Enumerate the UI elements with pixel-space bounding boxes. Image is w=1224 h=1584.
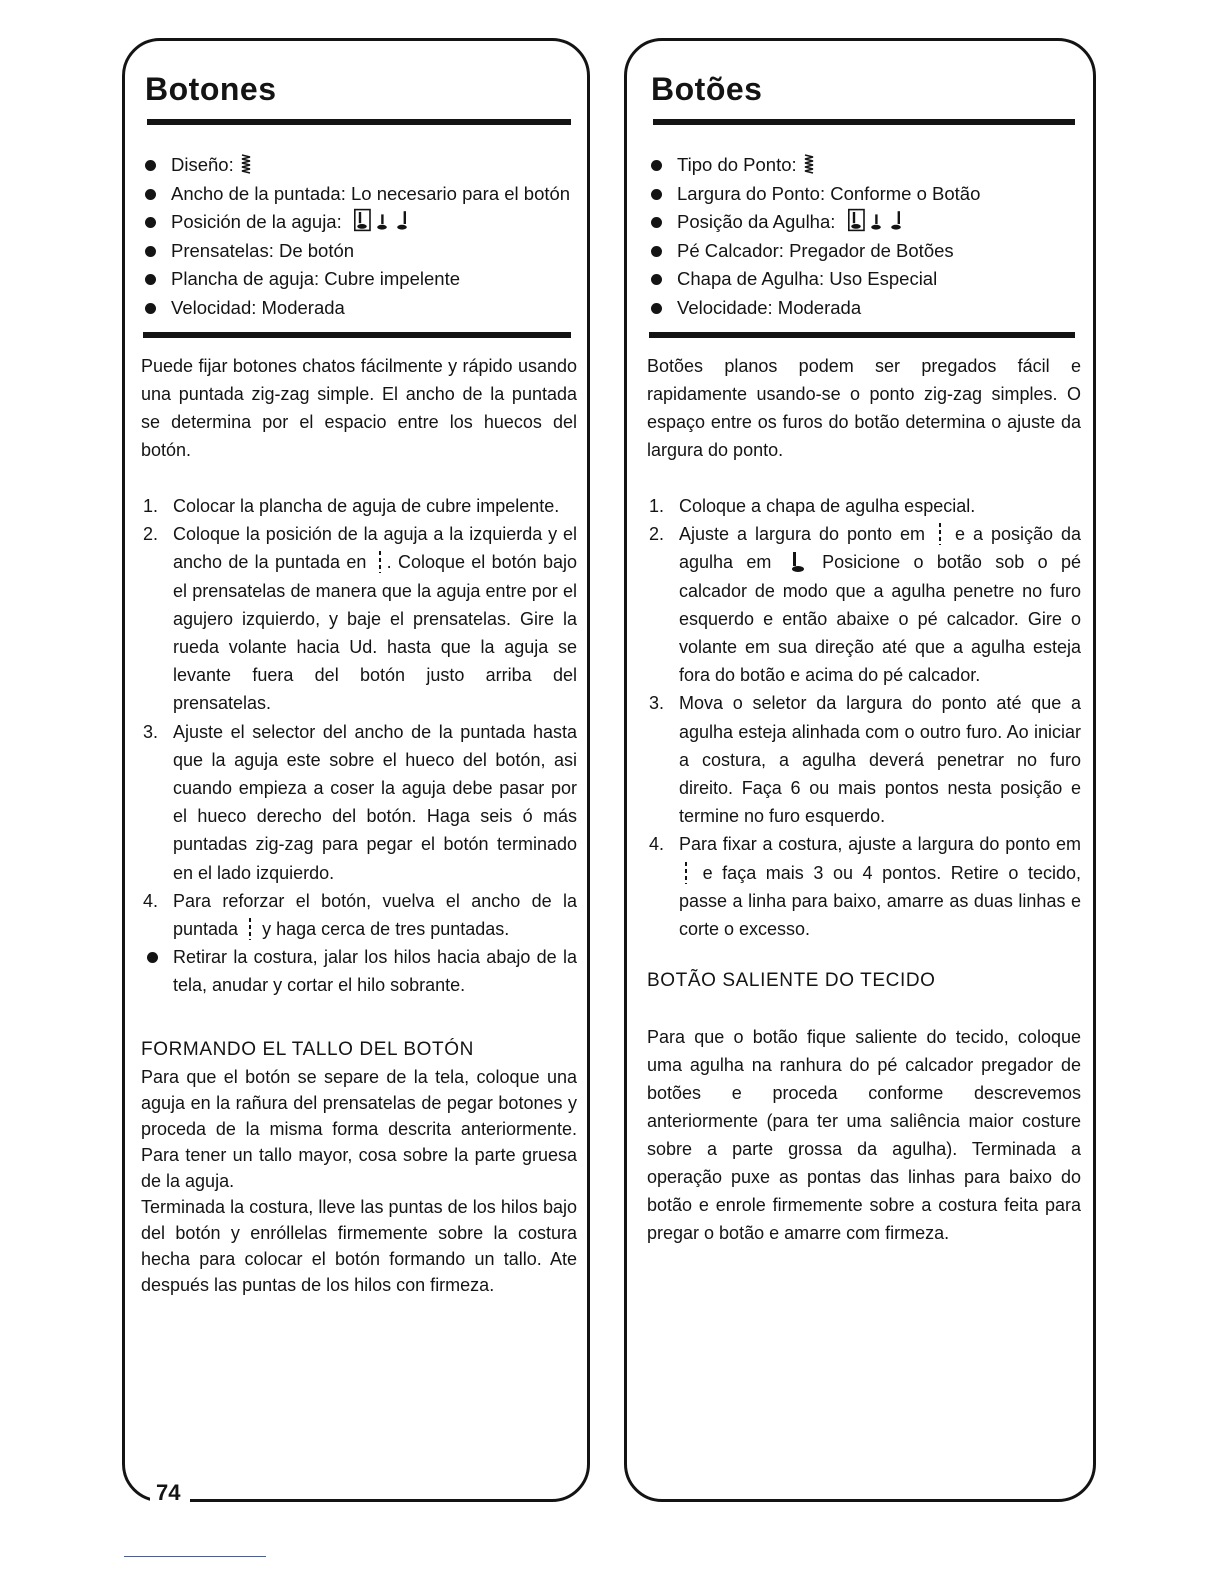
footer-line [124, 1556, 266, 1557]
spec-list-portuguese [647, 151, 1081, 322]
straight-stitch-icon [247, 917, 253, 941]
spec-item-speed: Velocidad: Moderada [141, 294, 577, 323]
left-needle-position-icon [789, 550, 805, 574]
subheading-shank-portuguese: BOTÃO SALIENTE DO TECIDO [647, 970, 936, 992]
subheading-shank-spanish: FORMANDO EL TALLO DEL BOTÓN [141, 1038, 474, 1060]
list-item: 3. Mova o seletor da largura do ponto até que a agulha esteja alinhada com o outro furo. Ao iniciar a costura, a agulha deverá penetrar no furo direito. Faça 6 ou mais pontos nesta posição e termine no furo esquerdo. [649, 693, 1081, 827]
spec-item-needle-plate: Plancha de aguja: Cubre impelente [141, 265, 577, 294]
portuguese-content [647, 67, 1081, 1247]
list-item: 1. Colocar la plancha de aguja de cubre impelente. [143, 496, 560, 516]
zigzag-stitch-icon [804, 154, 814, 174]
intro-paragraph-portuguese: Botões planos podem ser pregados fácil e rapidamente usando-se o ponto zig-zag simples. O espaço entre os furos do botão determina o ajuste da largura do ponto. [647, 356, 1081, 460]
spec-item-design: Diseño: [141, 151, 577, 180]
straight-stitch-icon [683, 861, 689, 885]
list-item: 3. Ajuste el selector del ancho de la puntada hasta que la aguja este sobre el hueco del botón, asi cuando empieza a coser la aguja debe pasar por el hueco derecho del botón. Haga seis ó más puntadas zig-zag para pegar el botón terminado en el lado izquierdo. [143, 721, 577, 883]
shank-paragraph-portuguese: Para que o botão fique saliente do tecido, coloque uma agulha na ranhura do pé calcador pregador de botões e proceda conforme descrevemos anteriormente (para ter uma saliência maior costure sobre a parte grossa da agulha). Terminada a operação puxe as pontas das linhas para baixo do botão e enrole firmemente sobre a costura feita para pregar o botão e amarre com firmeza. [647, 1027, 1081, 1244]
steps-list-spanish [141, 492, 577, 1000]
zigzag-stitch-icon [241, 154, 251, 174]
spec-divider [143, 332, 571, 338]
list-item: 1. Coloque a chapa de agulha especial. [649, 496, 976, 516]
shank-paragraph-spanish: Para que el botón se separe de la tela, coloque una aguja en la rañura del prensatelas de pegar botones y proceda de la misma forma descrita anteriormente. Para tener un tallo mayor, cosa sobre la parte gruesa de la aguja. [141, 1066, 577, 1191]
list-item: 2. Ajuste a largura do ponto em e a posição da agulha em Posicione o botão sob o pé calcador de modo que a agulha penetre no furo esquerdo e então abaixe o pé calcador. Gire o volante em sua direção até que a agulha esteja fora do botão e acima do pé calcador. [649, 524, 1081, 686]
needle-position-icon [841, 208, 911, 232]
page-number: 74 [150, 1478, 190, 1508]
title-divider [147, 119, 571, 125]
spec-item-presser-foot: Pé Calcador: Pregador de Botões [647, 237, 1081, 266]
list-item: Retirar la costura, jalar los hilos hacia abajo de la tela, anudar y cortar el hilo sobrante. [141, 943, 577, 999]
spec-item-presser-foot: Prensatelas: De botón [141, 237, 577, 266]
spec-item-stitch-type: Tipo do Ponto: [647, 151, 1081, 180]
spec-item-needle-plate: Chapa de Agulha: Uso Especial [647, 265, 1081, 294]
spec-item-width: Largura do Ponto: Conforme o Botão [647, 180, 1081, 209]
spec-item-needle-position: Posición de la aguja: [141, 208, 577, 237]
spec-item-needle-position: Posição da Agulha: [647, 208, 1081, 237]
spec-list-spanish [141, 151, 577, 322]
shank-paragraph-spanish-2: Terminada la costura, lleve las puntas de los hilos bajo del botón y enróllelas firmemente sobre la costura hecha para colocar el botón formando un tallo. Ate después las puntas de los hilos con firmeza. [141, 1196, 577, 1295]
intro-paragraph-spanish: Puede fijar botones chatos fácilmente y rápido usando una puntada zig-zag simple. El ancho de la puntada se determina por el espacio entre los huecos del botón. [141, 356, 577, 460]
straight-stitch-icon [377, 550, 383, 574]
straight-stitch-icon [937, 522, 943, 546]
title-divider [653, 119, 1075, 125]
spec-item-width: Ancho de la puntada: Lo necesario para el botón [141, 180, 577, 209]
spanish-panel [122, 38, 590, 1502]
spec-item-speed: Velocidade: Moderada [647, 294, 1081, 323]
needle-position-icon [347, 208, 417, 232]
steps-list-portuguese [647, 492, 1081, 943]
spec-divider [649, 332, 1075, 338]
spanish-content [141, 67, 577, 1298]
list-item: 4. Para reforzar el botón, vuelva el ancho de la puntada y haga cerca de tres puntadas. [143, 890, 577, 940]
list-item: 2. Coloque la posición de la aguja a la izquierda y el ancho de la puntada en . Coloque el botón bajo el prensatelas de manera que la aguja entre por el agujero izquierdo, y baje el prensatelas. Gire la rueda volante hacia Ud. hasta que la aguja se levante fuera del botón justo arriba del prensatelas. [143, 524, 577, 714]
portuguese-panel [624, 38, 1096, 1502]
list-item: 4. Para fixar a costura, ajuste a largura do ponto em e faça mais 3 ou 4 pontos. Retire o tecido, passe a linha para baixo, amarre as duas linhas e corte o excesso. [649, 834, 1081, 940]
page-title-portuguese: Botões [651, 71, 763, 107]
page-title-spanish: Botones [145, 71, 277, 107]
